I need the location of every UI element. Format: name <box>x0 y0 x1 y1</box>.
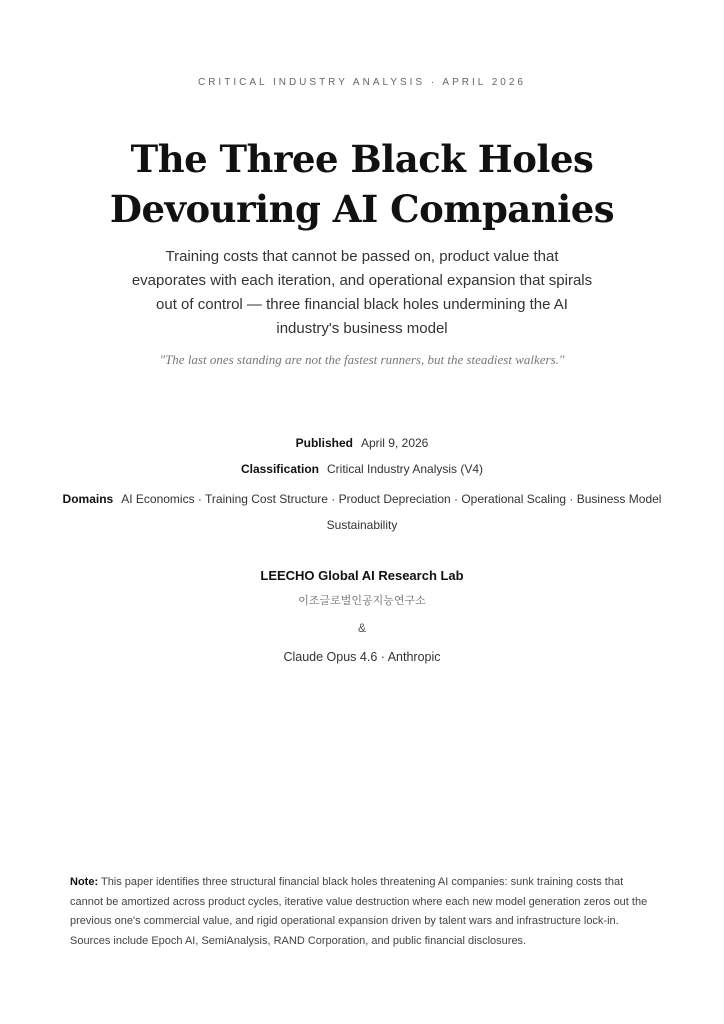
domains-label: Domains <box>62 492 114 506</box>
domains-value: AI Economics · Training Cost Structure · Product Depreciation · Operational Scaling · Business Model Sustainability <box>121 492 662 532</box>
header-kicker: CRITICAL INDUSTRY ANALYSIS · APRIL 2026 <box>197 77 526 88</box>
lab-name-korean: 이조글로벌인공지능연구소 <box>298 595 426 607</box>
partner-name: Claude Opus 4.6 · Anthropic <box>283 650 441 664</box>
title-line-2: Devouring AI Companies <box>109 187 615 231</box>
domains-row <box>52 486 672 538</box>
page-title <box>40 134 684 234</box>
epigraph-quote: "The last ones standing are not the fastest runners, but the steadiest walkers." <box>159 352 565 367</box>
lab-name: LEECHO Global AI Research Lab <box>260 568 464 583</box>
note-label: Note: <box>70 876 99 888</box>
note-text: This paper identifies three structural financial black holes threatening AI companies: sunk training costs that cannot be amortized across product cycles, iterative value destruction where each new model generation zeros out the previous one's commercial value, and rigid operational expansion driven by talent wars and infrastructure lock-in. Sources include Epoch AI, SemiAnalysis, RAND Corporation, and public financial disclosures. <box>70 876 648 947</box>
classification-row <box>40 461 684 477</box>
subtitle: Training costs that cannot be passed on, product value that evaporates with each iteration, and operational expansion that spirals out of control — three financial black holes undermining the AI industry's business model <box>131 248 593 337</box>
author-separator: & <box>357 621 366 635</box>
title-line-1: The Three Black Holes <box>130 137 594 181</box>
classification-value: Critical Industry Analysis (V4) <box>326 462 484 476</box>
published-value: April 9, 2026 <box>360 436 429 450</box>
classification-label: Classification <box>240 462 319 476</box>
note-paragraph <box>70 873 650 951</box>
published-label: Published <box>295 436 353 450</box>
published-row <box>40 435 684 451</box>
